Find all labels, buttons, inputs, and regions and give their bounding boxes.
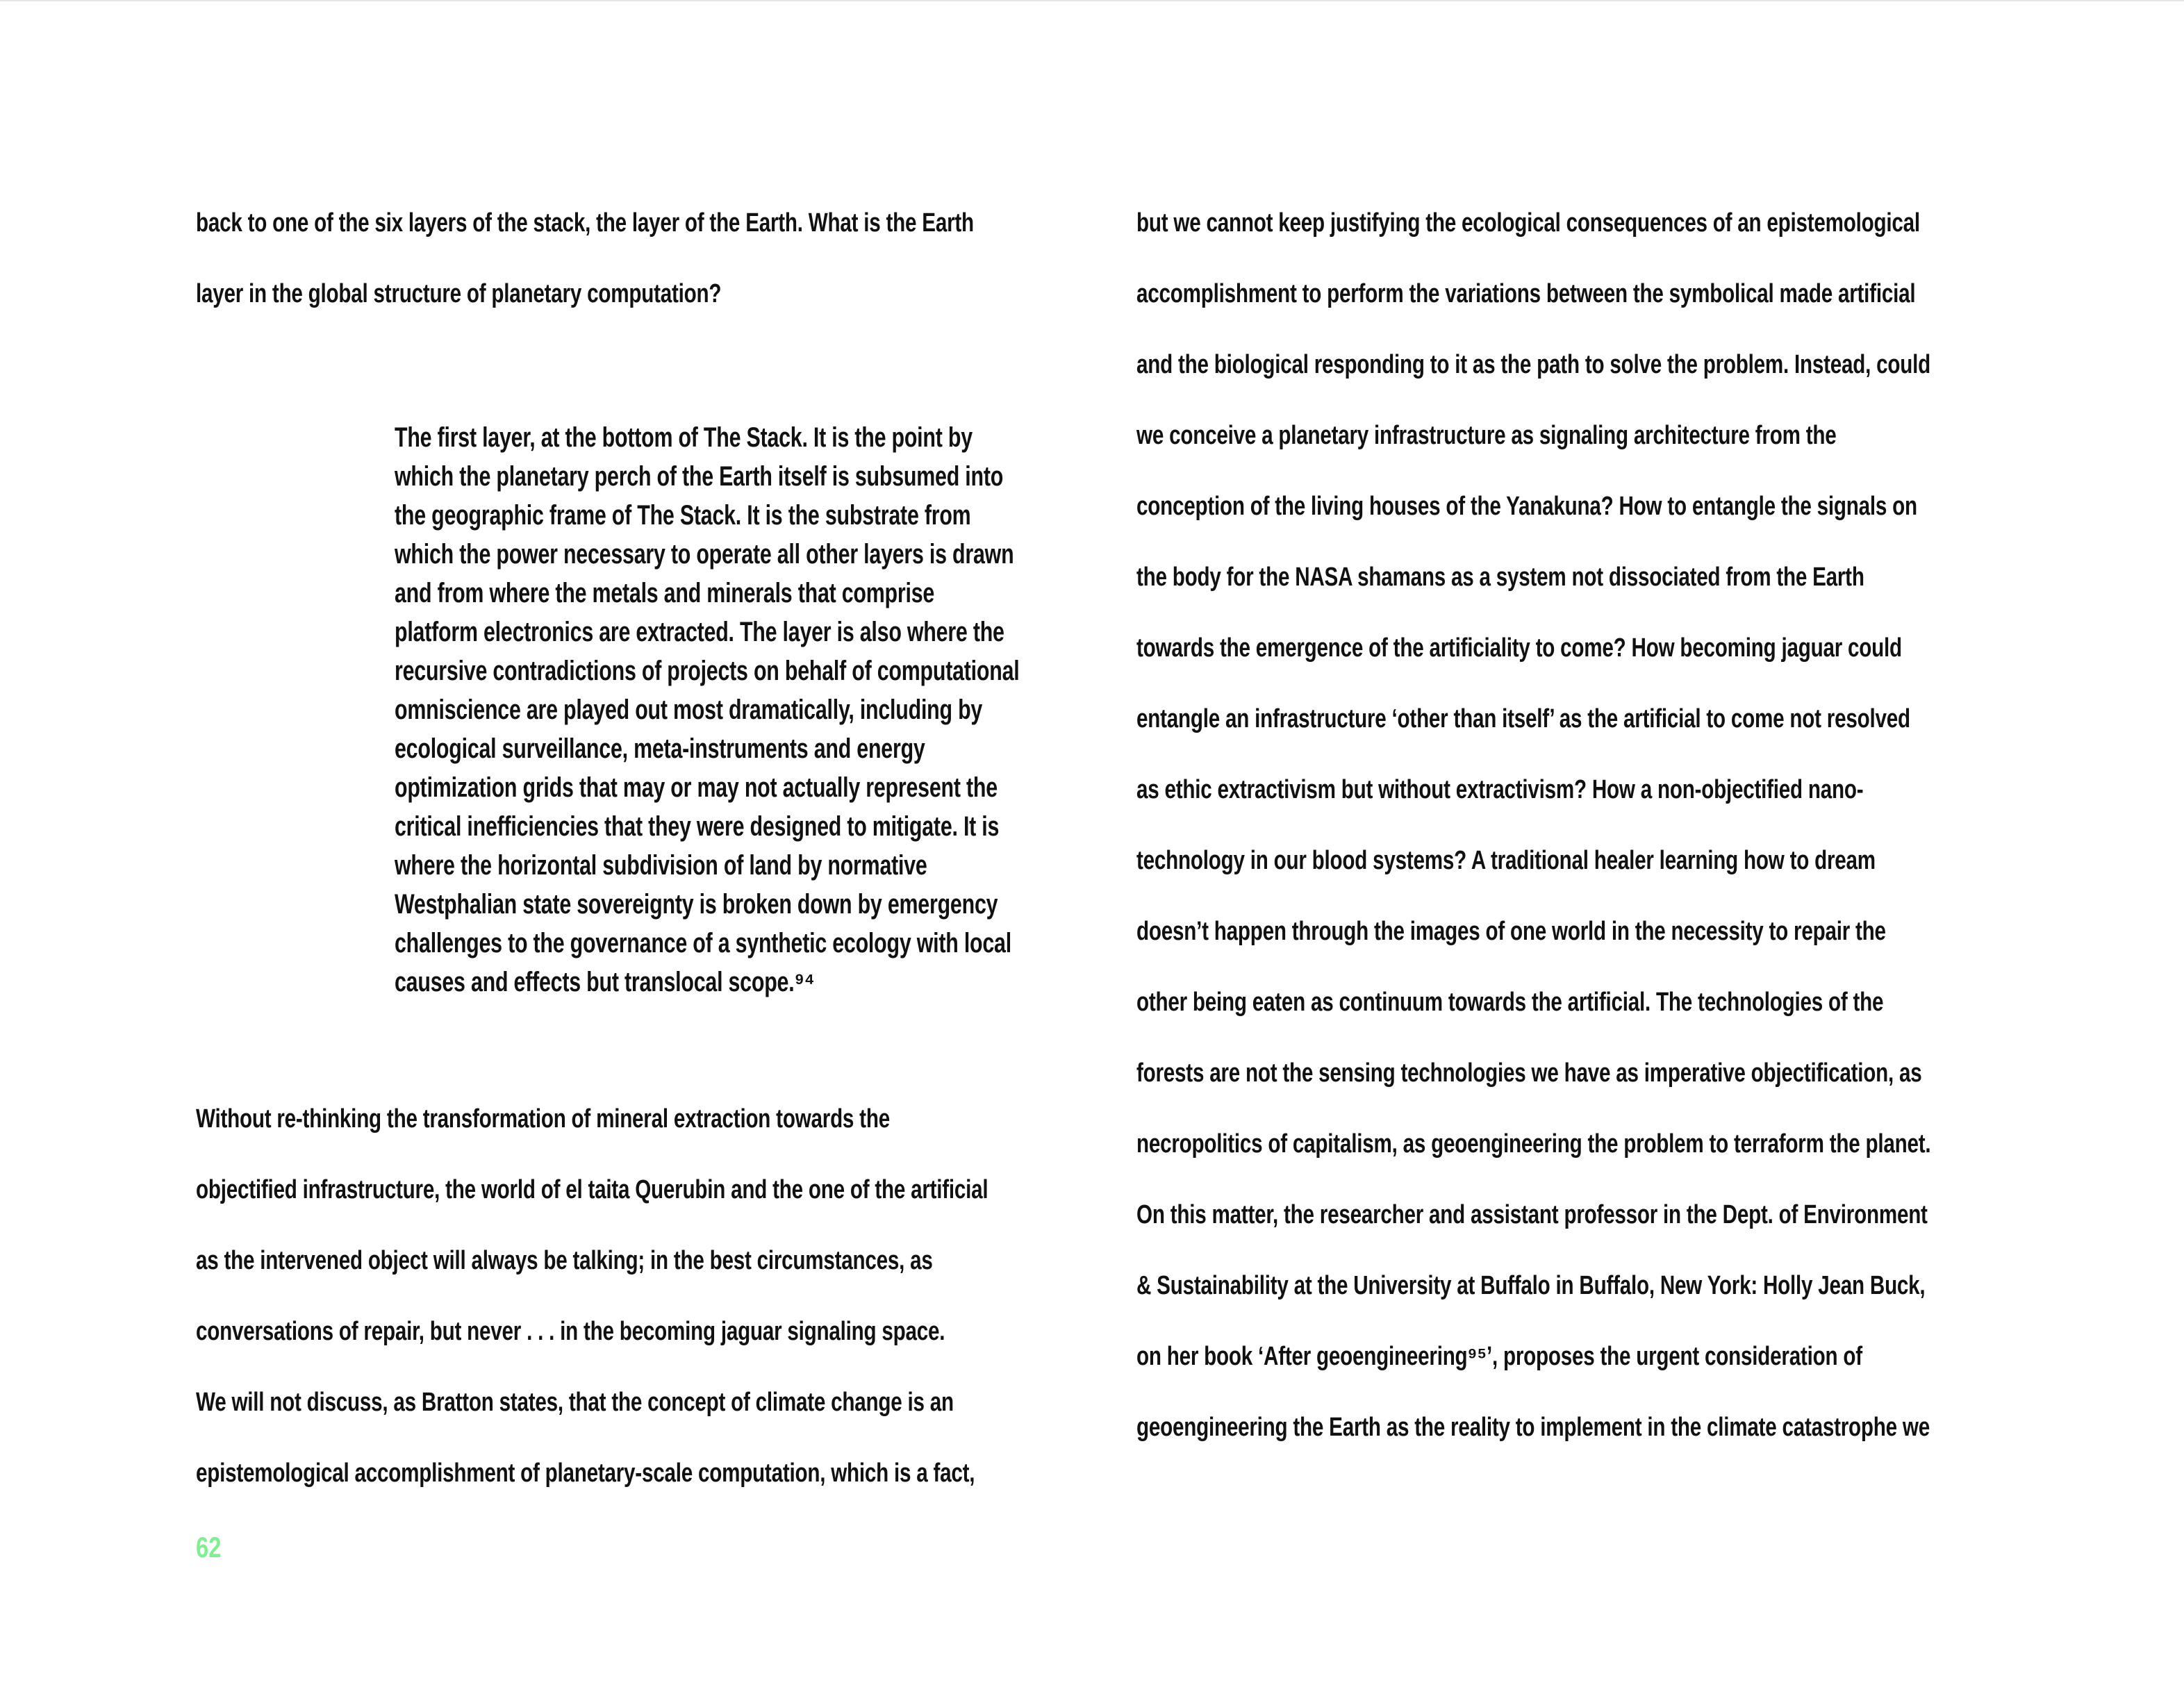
intro-line: back to one of the six layers of the stack, the layer of the Earth. What is the Earth [196, 208, 974, 238]
quote-line: where the horizontal subdivision of land by normative [395, 850, 927, 881]
body-line: conversations of repair, but never . . . in the becoming jaguar signaling space. [196, 1317, 945, 1346]
page-number: 62 [196, 1531, 222, 1563]
body-line: objectified infrastructure, the world of el taita Querubin and the one of the artificial [196, 1175, 988, 1204]
body-line: entangle an infrastructure ‘other than itself’ as the artificial to come not resolved [1136, 704, 1910, 733]
body-line: but we cannot keep justifying the ecological consequences of an epistemological [1136, 208, 1920, 238]
body-line: & Sustainability at the University at Buffalo in Buffalo, New York: Holly Jean Buck, [1136, 1271, 1926, 1300]
quote-line: recursive contradictions of projects on behalf of computational [395, 656, 1020, 686]
quote-line: which the power necessary to operate all other layers is drawn [395, 539, 1014, 570]
body-line: technology in our blood systems? A traditional healer learning how to dream [1136, 846, 1876, 875]
quote-line: The first layer, at the bottom of The Stack. It is the point by [395, 422, 973, 453]
body-line: We will not discuss, as Bratton states, that the concept of climate change is an [196, 1388, 954, 1417]
quote-line: challenges to the governance of a synthetic ecology with local [395, 928, 1011, 958]
quote-line: Westphalian state sovereignty is broken down by emergency [395, 889, 998, 920]
top-edge-rule [0, 0, 2184, 1]
left-page-text [196, 188, 1050, 1509]
body-line: towards the emergence of the artificiality to come? How becoming jaguar could [1136, 633, 1902, 663]
quote-line: the geographic frame of The Stack. It is the substrate from [395, 500, 971, 531]
block-quote [395, 418, 1050, 1002]
body-line: On this matter, the researcher and assistant professor in the Dept. of Environment [1136, 1200, 1928, 1229]
quote-line: which the planetary perch of the Earth itself is subsumed into [395, 461, 1004, 492]
quote-line: omniscience are played out most dramatically, including by [395, 695, 983, 725]
quote-line: critical inefficiencies that they were designed to mitigate. It is [395, 811, 1000, 842]
intro-line: layer in the global structure of planetary computation? [196, 279, 722, 308]
body-line: as ethic extractivism but without extractivism? How a non-objectified nano- [1136, 775, 1864, 804]
body-line: other being eaten as continuum towards the artificial. The technologies of the [1136, 988, 1884, 1017]
body-line: on her book ‘After geoengineering⁹⁵’, proposes the urgent consideration of [1136, 1342, 1862, 1371]
quote-line: ecological surveillance, meta-instruments and energy [395, 733, 925, 764]
body-line: conception of the living houses of the Yanakuna? How to entangle the signals on [1136, 492, 1917, 521]
quote-line: and from where the metals and minerals that comprise [395, 578, 935, 608]
body-line: and the biological responding to it as the path to solve the problem. Instead, could [1136, 350, 1930, 379]
body-line: as the intervened object will always be talking; in the best circumstances, as [196, 1246, 933, 1275]
body-line: doesn’t happen through the images of one world in the necessity to repair the [1136, 917, 1886, 946]
body-line: necropolitics of capitalism, as geoengineering the problem to terraform the planet. [1136, 1129, 1931, 1159]
body-line: geoengineering the Earth as the reality to implement in the climate catastrophe we [1136, 1413, 1930, 1442]
quote-line: causes and effects but translocal scope.⁹⁴ [395, 967, 815, 997]
body-line: the body for the NASA shamans as a system not dissociated from the Earth [1136, 563, 1864, 592]
body-line: forests are not the sensing technologies we have as imperative objectification, as [1136, 1059, 1922, 1088]
quote-line: platform electronics are extracted. The layer is also where the [395, 617, 1004, 647]
body-line: accomplishment to perform the variations between the symbolical made artificial [1136, 279, 1916, 308]
body-line: Without re-thinking the transformation of mineral extraction towards the [196, 1104, 890, 1134]
body-line: epistemological accomplishment of planetary-scale computation, which is a fact, [196, 1459, 975, 1488]
quote-line: optimization grids that may or may not actually represent the [395, 772, 998, 803]
body-line: we conceive a planetary infrastructure as signaling architecture from the [1136, 421, 1837, 450]
right-page-text [1136, 188, 1991, 1463]
